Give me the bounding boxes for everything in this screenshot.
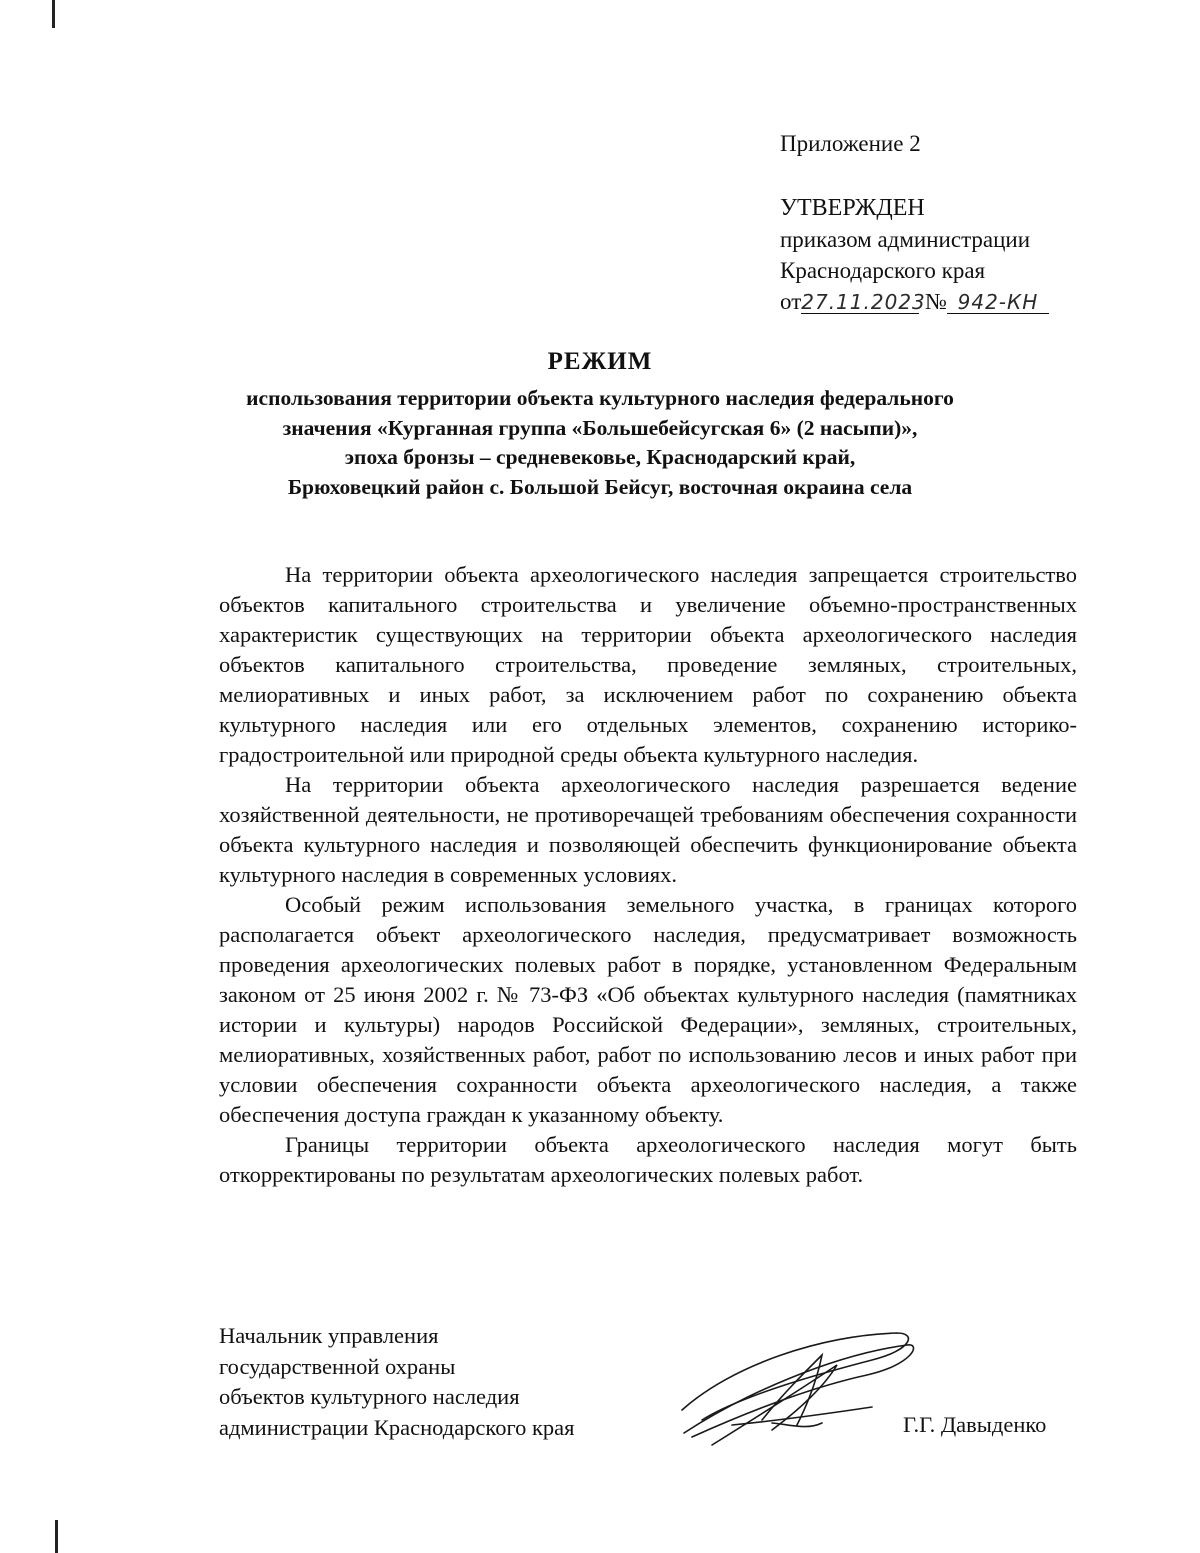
body-paragraph: На территории объекта археологического наследия запрещается строительство объектов капитального строительства и увеличение объемно-пространственных характеристик существующих на территории объекта археологического наследия объектов капитального строительства, проведение земляных, строительных, мелиоративных и иных работ, за исключением работ по сохранению объекта культурного наследия или его отдельных элементов, сохранению историко-градостроительной или природной среды объекта культурного наследия.: [219, 562, 1077, 767]
document-title: [150, 348, 1050, 502]
approval-date-line: [780, 286, 1049, 317]
title-sub-line: эпоха бронзы – средневековье, Краснодарский край,: [344, 445, 856, 469]
date-prefix: от: [780, 289, 802, 314]
title-sub-line: значения «Курганная группа «Большебейсугская 6» (2 насыпи)»,: [282, 415, 918, 440]
handwritten-signature: [672, 1325, 922, 1450]
number-prefix: №: [925, 289, 947, 314]
document-body: [219, 560, 1077, 1190]
signatory-name: Г.Г. Давыденко: [903, 1412, 1047, 1437]
title-main: РЕЖИМ: [547, 348, 653, 375]
title-sub-line: Брюховецкий район с. Большой Бейсуг, восточная окраина села: [287, 474, 913, 499]
signatory-position: [219, 1321, 575, 1443]
approval-line-1: приказом администрации: [780, 227, 1031, 252]
position-line: Начальник управления: [219, 1323, 439, 1348]
position-line: государственной охраны: [219, 1353, 456, 1379]
position-line: администрации Краснодарского края: [219, 1414, 575, 1440]
body-paragraph: На территории объекта археологического наследия разрешается ведение хозяйственной деятельности, не противоречащей требованиям обеспечения сохранности объекта культурного наследия и позволяющей обеспечить функционирование объекта культурного наследия в современных условиях.: [219, 772, 1077, 887]
handwritten-number: 942-КН: [947, 291, 1049, 314]
title-sub-line: использования территории объекта культурного наследия федерального: [246, 386, 954, 410]
title-sub: [150, 384, 1050, 502]
approval-block: [780, 128, 1049, 317]
appendix-label: Приложение 2: [780, 131, 921, 156]
body-paragraph: Границы территории объекта археологического наследия могут быть откорректированы по результатам археологических полевых работ.: [219, 1132, 1077, 1187]
handwritten-date: 27.11.2023: [801, 290, 926, 314]
body-paragraph: Особый режим использования земельного участка, в границах которого располагается объект археологического наследия, предусматривает возможность проведения археологических полевых работ в порядке, установленном Федеральным законом от 25 июня 2002 г. № 73-ФЗ «Об объектах культурного наследия (памятниках истории и культуры) народов Российской Федерации», земляных, строительных, мелиоративных, хозяйственных работ, работ по использованию лесов и иных работ при условии обеспечения сохранности объекта археологического наследия, а также обеспечения доступа граждан к указанному объекту.: [219, 892, 1077, 1127]
scan-edge-mark-bottom: [55, 1520, 58, 1553]
scan-edge-mark-top: [52, 0, 55, 28]
position-line: объектов культурного наследия: [219, 1384, 520, 1409]
approved-heading: УТВЕРЖДЕН: [780, 195, 925, 221]
approval-line-2: Краснодарского края: [780, 258, 986, 283]
